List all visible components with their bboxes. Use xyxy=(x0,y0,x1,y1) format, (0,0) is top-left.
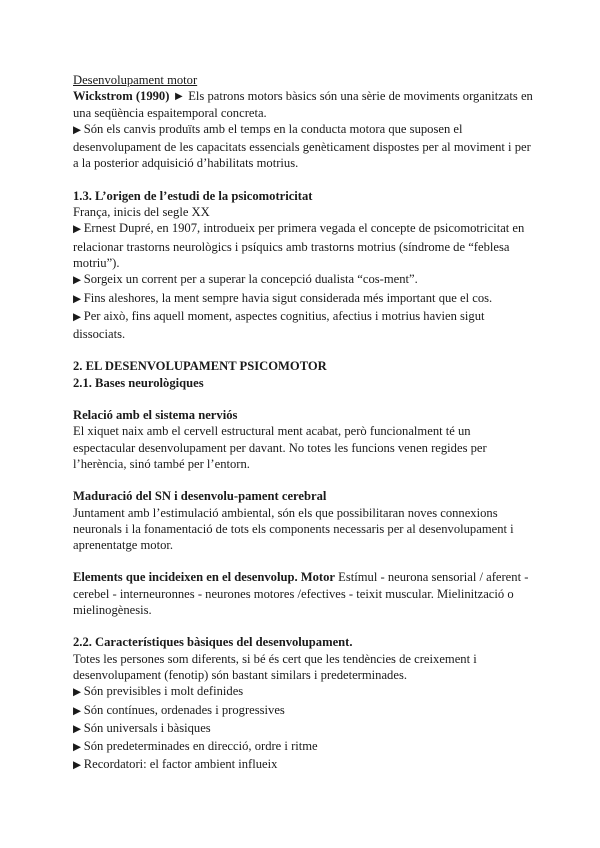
wickstrom-paragraph xyxy=(73,88,533,121)
document-title: Desenvolupament motor xyxy=(73,73,198,87)
heading-maduracio xyxy=(73,488,533,504)
heading-2 xyxy=(73,358,533,374)
heading-1-3 xyxy=(73,188,533,204)
list-item: ▶ Ernest Dupré, en 1907, introdueix per primera vegada el concepte de psicomotricitat en relacionar trastorns neurològics i psíquics amb trastorns motrius (síndrome de “feblesa motriu”). xyxy=(73,220,533,271)
document-page xyxy=(73,72,533,775)
maduracio-paragraph: Juntament amb l’estimulació ambiental, són els que possibilitaran noves connexions neuronals i la fonamentació de tots els components necessaris per al desenvolupament i aprenentatge motor. xyxy=(73,505,514,553)
list-item: ▶ Recordatori: el factor ambient influeix xyxy=(73,756,533,774)
list-item: ▶ Sorgeix un corrent per a superar la concepció dualista “cos-ment”. xyxy=(73,271,533,289)
elements-bold: Elements que incideixen en el desenvolup. Motor xyxy=(73,570,336,585)
elements-text: Estímul - neurona sensorial / aferent - cerebel - interneuronnes - neurones motores /efectives - teixit muscular. Mielinització o mielinogènesis. xyxy=(73,570,529,618)
heading-maduracio-text: Maduració del SN i desenvolu-pament cerebral xyxy=(73,489,327,504)
heading-relacio xyxy=(73,407,533,423)
heading-2-text: 2. EL DESENVOLUPAMENT PSICOMOTOR xyxy=(73,359,327,374)
heading-2-1-text: 2.1. Bases neurològiques xyxy=(73,375,204,390)
list-item: ▶ Són previsibles i molt definides xyxy=(73,683,533,701)
list-item: ▶ Fins aleshores, la ment sempre havia sigut considerada més important que el cos. xyxy=(73,290,533,308)
heading-1-3-text: 1.3. L’origen de l’estudi de la psicomotricitat xyxy=(73,188,313,203)
list-item: ▶ Són predeterminades en direcció, ordre i ritme xyxy=(73,738,533,756)
elements-paragraph xyxy=(73,569,533,618)
intro-2-2: Totes les persones som diferents, si bé és cert que les tendències de creixement i desenvolupament (fenotip) són bastant similars i predeterminades. xyxy=(73,651,477,682)
subtitle-1-3: França, inicis del segle XX xyxy=(73,205,210,220)
list-item: ▶ Per això, fins aquell moment, aspectes cognitius, afectius i motrius havien sigut dissociats. xyxy=(73,308,533,343)
relacio-paragraph: El xiquet naix amb el cervell estructural ment acabat, però funcionalment té un espectacular desenvolupament per davant. No totes les funcions venen regides per l’herència, sinó també per l’entorn. xyxy=(73,424,487,471)
list-item: ▶ Són universals i bàsiques xyxy=(73,720,533,738)
list-item: ▶ Són contínues, ordenades i progressives xyxy=(73,702,533,720)
wickstrom-bold: Wickstrom (1990) xyxy=(73,89,170,104)
wickstrom-text: ► Els patrons motors bàsics són una sèrie de moviments organitzats en una seqüència espaitemporal concreta. xyxy=(73,89,533,120)
bullet-changes: ▶ Són els canvis produïts amb el temps en la conducta motora que suposen el desenvolupament de les capacitats essencials genèticament dispostes per al moviment i per a la posterior adquisició d’habilitats motrius. xyxy=(73,121,533,172)
heading-2-2 xyxy=(73,634,533,650)
heading-relacio-text: Relació amb el sistema nerviós xyxy=(73,408,238,423)
heading-2-2-text: 2.2. Característiques bàsiques del desenvolupament. xyxy=(73,635,353,650)
heading-2-1 xyxy=(73,375,533,391)
